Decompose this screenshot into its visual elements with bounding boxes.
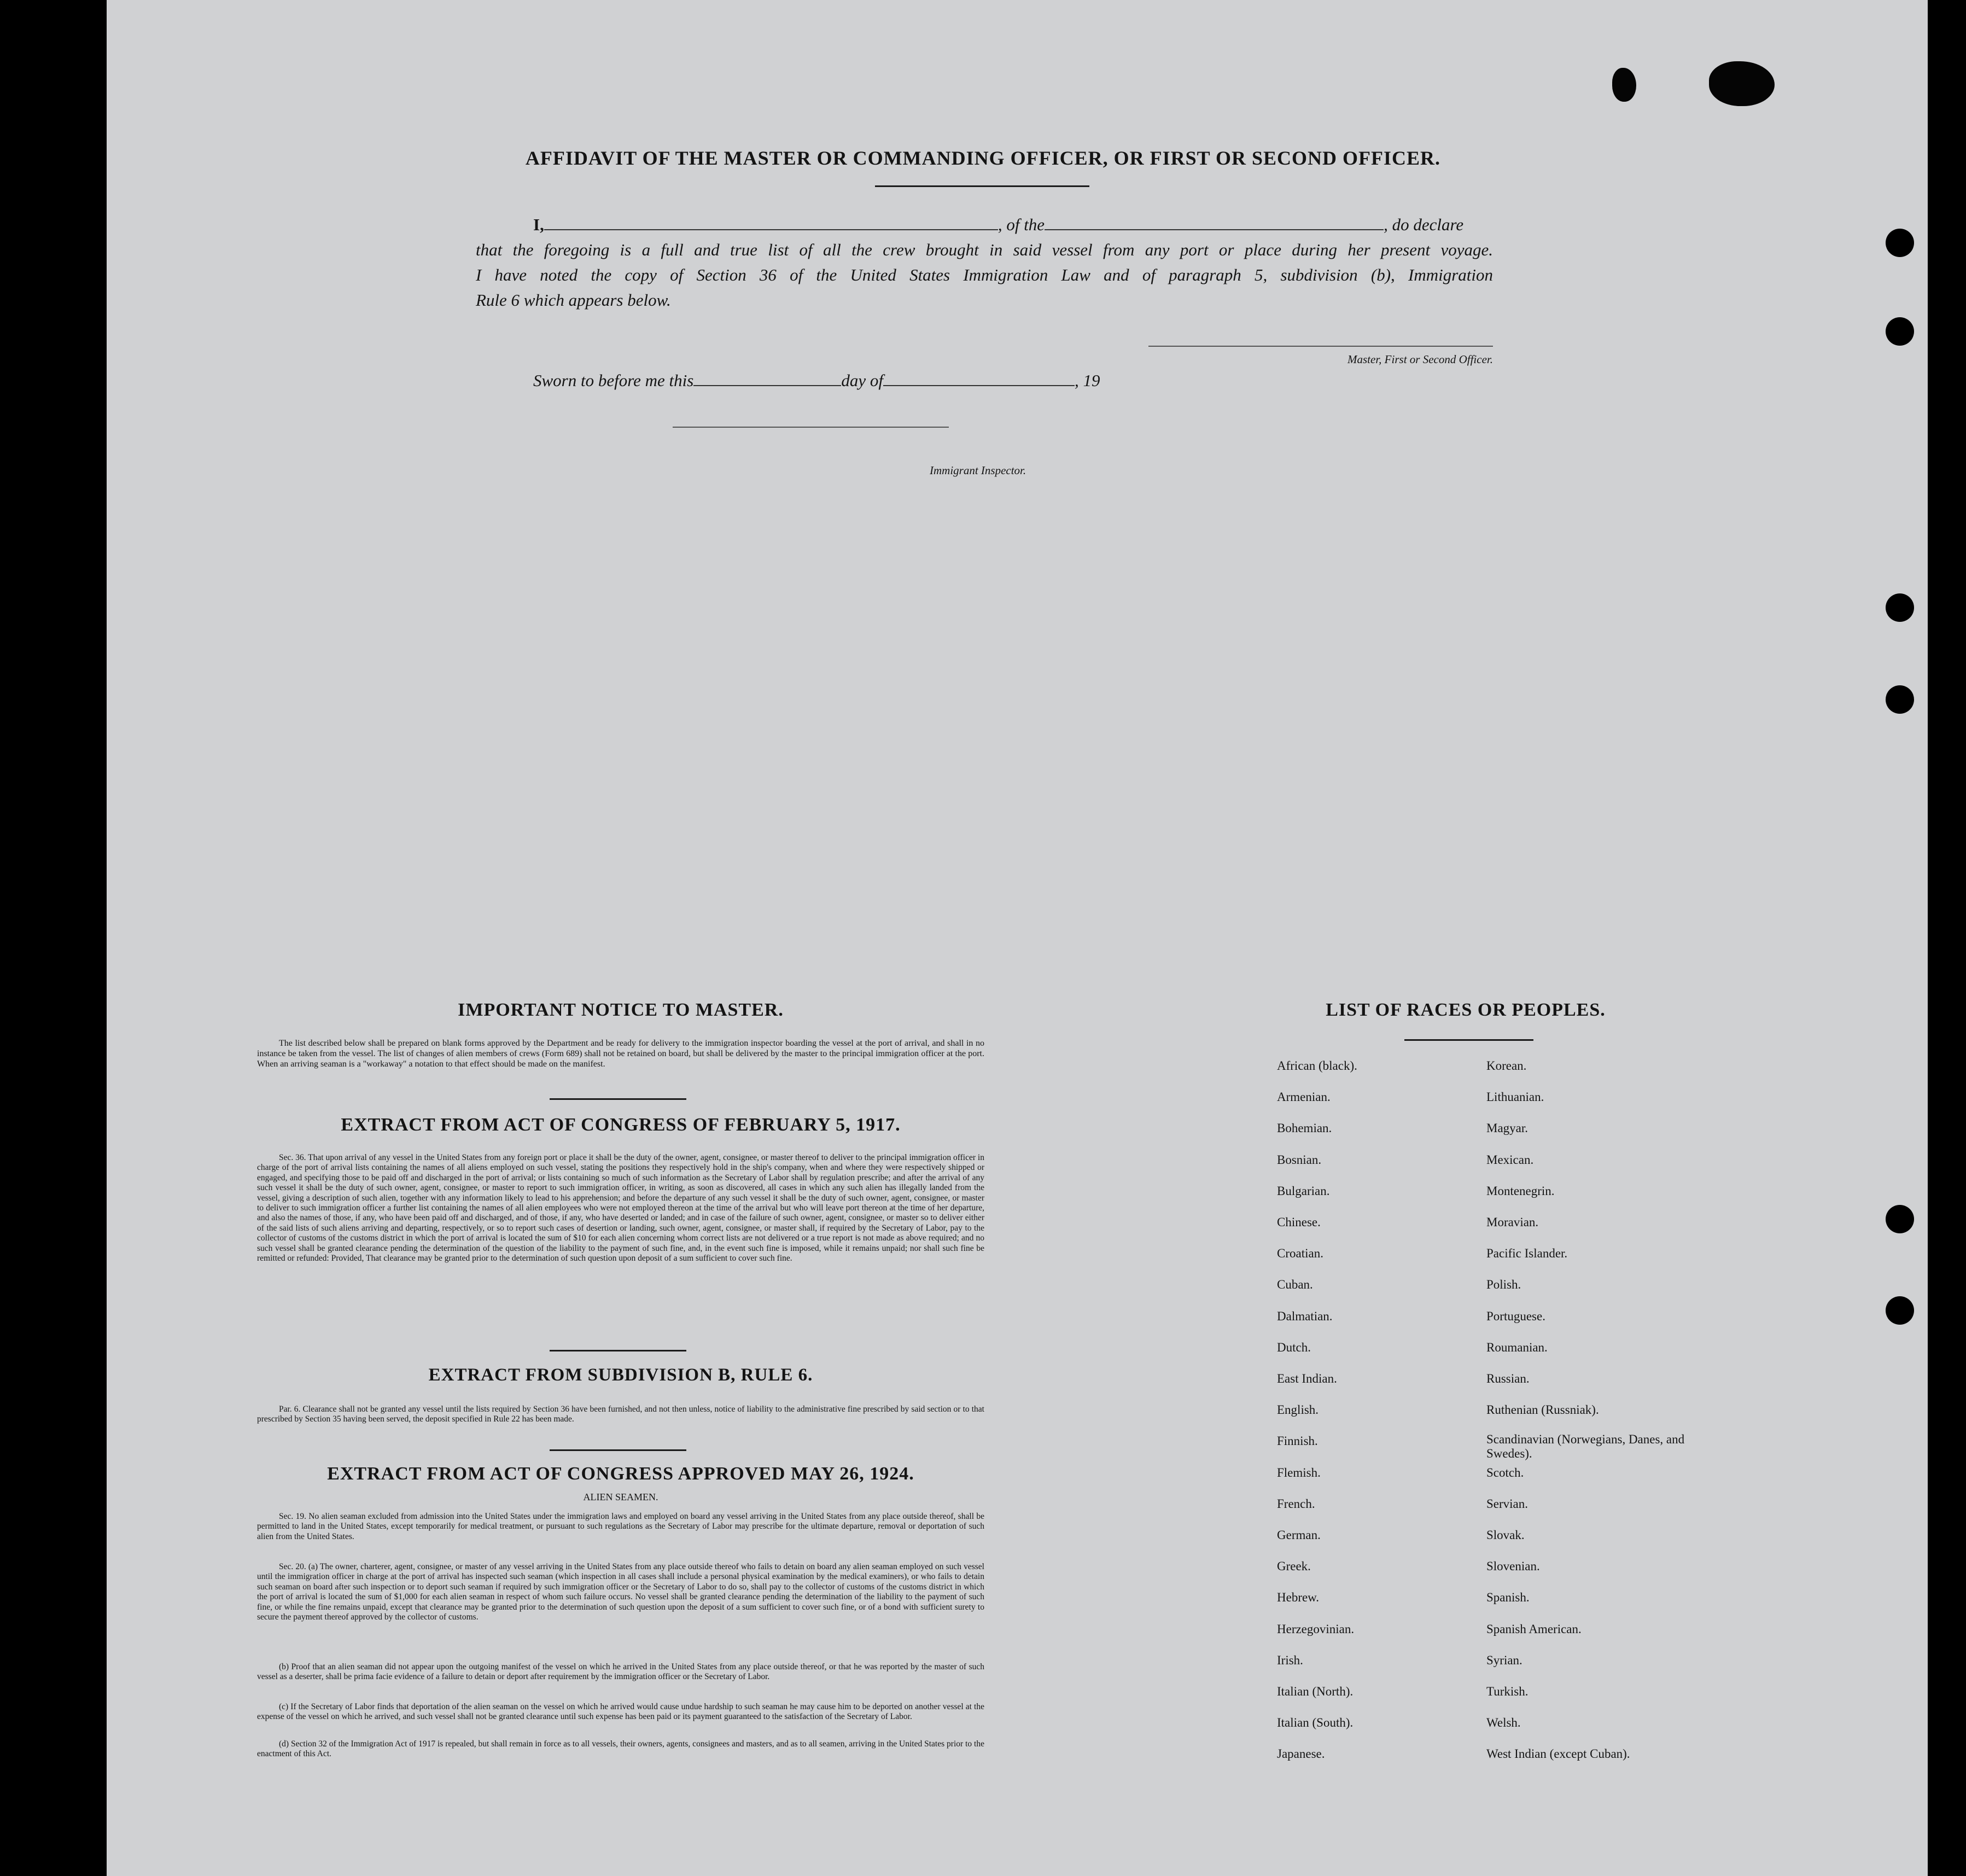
race-item: Herzegovinian. bbox=[1277, 1622, 1355, 1636]
section-rule bbox=[550, 1449, 686, 1451]
race-item: Slovenian. bbox=[1486, 1559, 1540, 1574]
section-rule bbox=[550, 1098, 686, 1100]
declaration-text-3: I have noted the copy of Section 36 of the United States Immigration Law and of paragraph 5, subdivision (b), Immigration bbox=[476, 265, 1493, 284]
race-item: Spanish American. bbox=[1486, 1622, 1582, 1636]
declaration-end: , do declare bbox=[1384, 215, 1464, 234]
race-item: Moravian. bbox=[1486, 1215, 1539, 1229]
extract-1917-text: Sec. 36. That upon arrival of any vessel in the United States from any foreign port or place it shall be the duty of the owner, agent, consignee, or master thereof to deliver to the principal immigration officer in charge of the port of arrival lists containing the names of all aliens employed on such vessel, stating the positions they respectively hold in the ship's company, when and where they were respectively shipped or engaged, and specifying those to be paid off and discharged in the port of arrival; or lists containing so much of such information as the Secretary of Labor shall by regulation prescribe; and after the arrival of any such vessel it shall be the duty of such owner, agent, consignee, or master to report to such immigration officer, in writing, as soon as discovered, all cases in which any such alien has illegally landed from the vessel, giving a description of such alien, together with any information likely to lead to his apprehension; and before the departure of any such vessel it shall be the duty of such owner, agent, consignee, or master to deliver to such immigration officer a further list containing the names of all alien employees who were not employed thereon at the time of the arrival but who will leave port thereon at the time of her departure, and also the names of those, if any, who have been paid off and discharged, and of those, if any, who have deserted or landed; and in case of the failure of such owner, agent, consignee, or master so to deliver either of the said lists of such aliens arriving and departing, respectively, or so to report such cases of desertion or landing, such owner, agent, consignee, or master shall, if required by the Secretary of Labor, pay to the collector of customs of the customs district in which the port of arrival is located the sum of $10 for each alien concerning whom correct lists are not delivered or a true report is not made as above required; and no such vessel shall be granted clearance pending the determination of the question of the liability to the payment of such fine, and, in the event such fine is imposed, while it remains unpaid; nor shall such fine be remitted or refunded: Provided, That clearance may be granted prior to the determination of such question upon deposit of a sum sufficient to cover such fine. bbox=[257, 1153, 984, 1263]
sec-19-text: Sec. 19. No alien seaman excluded from admission into the United States under the immigration laws and employed on board any vessel arriving in the United States from any place outside thereof, shall be permitted to land in the United States, except temporarily for medical treatment, or pursuant to such regulations as the Secretary of Labor may prescribe for the ultimate departure, removal or deportation of such alien from the United States. bbox=[257, 1512, 984, 1541]
extract-rule6-title: EXTRACT FROM SUBDIVISION B, RULE 6. bbox=[428, 1365, 813, 1385]
race-item: Magyar. bbox=[1486, 1121, 1529, 1135]
race-item: Montenegrin. bbox=[1486, 1184, 1555, 1198]
race-item: English. bbox=[1277, 1403, 1319, 1417]
section-rule bbox=[550, 1350, 686, 1351]
race-item: Irish. bbox=[1277, 1653, 1303, 1667]
inspector-signature-line[interactable] bbox=[673, 427, 949, 428]
race-item: East Indian. bbox=[1277, 1372, 1337, 1385]
declaration-i: I, bbox=[533, 215, 544, 234]
race-item: Dalmatian. bbox=[1277, 1309, 1333, 1323]
officer-name-field[interactable] bbox=[544, 216, 998, 230]
ink-blot-mark bbox=[1612, 68, 1636, 102]
declaration-text-2: that the foregoing is a full and true list of all the crew brought in said vessel from any port or place during her present voyage. bbox=[476, 240, 1493, 259]
race-item: Finnish. bbox=[1277, 1434, 1318, 1448]
race-item: African (black). bbox=[1277, 1059, 1357, 1073]
race-item: Bohemian. bbox=[1277, 1121, 1332, 1135]
race-item: German. bbox=[1277, 1528, 1321, 1542]
sworn-day-field[interactable] bbox=[693, 372, 841, 386]
race-item: Italian (South). bbox=[1277, 1716, 1354, 1730]
race-item: Pacific Islander. bbox=[1486, 1246, 1568, 1261]
race-item: Bosnian. bbox=[1277, 1152, 1322, 1167]
binder-hole bbox=[1886, 1205, 1914, 1233]
race-item: Hebrew. bbox=[1277, 1590, 1320, 1605]
signature-line[interactable] bbox=[1148, 346, 1493, 347]
race-item: Italian (North). bbox=[1277, 1685, 1354, 1698]
scan-border-left bbox=[0, 0, 107, 1876]
sec-20b-text: (b) Proof that an alien seaman did not appear upon the outgoing manifest of the vessel on which he arrived in the United States from any place outside thereof, or that he was reported by the master of such vessel as a deserter, shall be prima facie evidence of a failure to detain or deport after requirement by the immigration officer or the Secretary of Labor. bbox=[257, 1662, 984, 1682]
binder-hole bbox=[1886, 317, 1914, 346]
extract-1917-title: EXTRACT FROM ACT OF CONGRESS OF FEBRUARY 5, 1917. bbox=[341, 1115, 901, 1135]
sec-20d-text: (d) Section 32 of the Immigration Act of 1917 is repealed, but shall remain in force as to all vessels, their owners, agents, consignees and masters, and as to all seamen, arriving in the United States prior to the enactment of this Act. bbox=[257, 1739, 984, 1759]
vessel-name-field[interactable] bbox=[1045, 216, 1384, 230]
race-item: Roumanian. bbox=[1486, 1340, 1548, 1354]
race-item: Ruthenian (Russniak). bbox=[1486, 1403, 1599, 1417]
notice-text: The list described below shall be prepared on blank forms approved by the Department and be ready for delivery to the immigration inspector boarding the vessel at the port of arrival, and shall in no instance be taken from the vessel. The list of changes of alien members of crews (Form 689) shall not be retained on board, but shall be delivered by the master to the principal immigration officer at the port. When an arriving seaman is a "workaway" a notation to that effect should be made on the manifest. bbox=[257, 1039, 984, 1069]
race-item: Chinese. bbox=[1277, 1215, 1321, 1229]
races-title-rule bbox=[1404, 1039, 1533, 1041]
binder-hole bbox=[1886, 593, 1914, 622]
declaration-of-the: , of the bbox=[997, 215, 1045, 234]
race-item: French. bbox=[1277, 1496, 1315, 1511]
race-item: Dutch. bbox=[1277, 1340, 1311, 1354]
race-item: Bulgarian. bbox=[1277, 1184, 1330, 1198]
binder-hole bbox=[1886, 685, 1914, 714]
race-item: Mexican. bbox=[1486, 1152, 1534, 1167]
sworn-line bbox=[533, 371, 1100, 391]
race-item: Welsh. bbox=[1486, 1716, 1521, 1730]
race-item: Spanish. bbox=[1486, 1590, 1530, 1605]
race-item: Japanese. bbox=[1277, 1747, 1325, 1761]
inspector-label: Immigrant Inspector. bbox=[930, 464, 1026, 477]
extract-1924-title: EXTRACT FROM ACT OF CONGRESS APPROVED MAY 26, 1924. bbox=[327, 1464, 914, 1484]
race-item: Slovak. bbox=[1486, 1528, 1525, 1542]
title-rule bbox=[875, 185, 1089, 187]
sworn-text: Sworn to before me this bbox=[533, 371, 694, 390]
race-item: Russian. bbox=[1486, 1372, 1530, 1385]
ink-blot-mark bbox=[1709, 61, 1775, 106]
race-item: Armenian. bbox=[1277, 1090, 1331, 1104]
binder-hole bbox=[1886, 1296, 1914, 1325]
binder-hole bbox=[1886, 229, 1914, 257]
race-item: West Indian (except Cuban). bbox=[1486, 1747, 1630, 1761]
race-item: Scandinavian (Norwegians, Danes, and Swedes). bbox=[1486, 1432, 1685, 1461]
race-item: Flemish. bbox=[1277, 1465, 1321, 1479]
notice-title: IMPORTANT NOTICE TO MASTER. bbox=[458, 1000, 784, 1020]
sworn-year: , 19 bbox=[1074, 371, 1100, 390]
sec-20c-text: (c) If the Secretary of Labor finds that deportation of the alien seaman on the vessel on which he arrived would cause undue hardship to such seaman he may cause him to be deported on another vessel at the expense of the vessel on which he arrived, and such vessel shall not be granted clearance until such expense has been paid or its payment guaranteed to the satisfaction of the Secretary of Labor. bbox=[257, 1702, 984, 1722]
race-item: Scotch. bbox=[1486, 1465, 1524, 1479]
scan-border-right bbox=[1928, 0, 1966, 1876]
race-item: Greek. bbox=[1277, 1559, 1311, 1574]
race-item: Lithuanian. bbox=[1486, 1090, 1544, 1104]
race-item: Portuguese. bbox=[1486, 1309, 1545, 1323]
sworn-day-of: day of bbox=[841, 371, 883, 390]
affidavit-title: AFFIDAVIT OF THE MASTER OR COMMANDING OFFICER, OR FIRST OR SECOND OFFICER. bbox=[525, 147, 1441, 169]
race-item: Turkish. bbox=[1486, 1685, 1529, 1698]
extract-rule6-text: Par. 6. Clearance shall not be granted any vessel until the lists required by Section 36 have been furnished, and not then unless, notice of liability to the administrative fine prescribed by said section or to that prescribed by Section 35 having been served, the deposit specified in Rule 22 has been made. bbox=[257, 1405, 984, 1424]
sworn-month-field[interactable] bbox=[883, 372, 1075, 386]
sec-20a-text: Sec. 20. (a) The owner, charterer, agent, consignee, or master of any vessel arriving in the United States from any place outside thereof who fails to detain on board any alien seaman employed on such vessel until the immigration officer in charge at the port of arrival has inspected such seaman (which inspection in all cases shall include a personal physical examination by the medical examiners), or who fails to detain such seaman on board after such inspection or to deport such seaman if required by such immigration officer or the Secretary of Labor to do so, shall pay to the collector of customs of the customs district in which the port of arrival is located the sum of $1,000 for each alien seaman in respect of whom such failure occurs. No vessel shall be granted clearance pending the determination of the liability to the payment of such fine, or while the fine remains unpaid, except that clearance may be granted prior to the determination of such question upon the deposit of a sum sufficient to cover such fine, or of a bond with sufficient surety to secure the payment thereof approved by the collector of customs. bbox=[257, 1562, 984, 1622]
race-item: Cuban. bbox=[1277, 1278, 1313, 1292]
race-item: Croatian. bbox=[1277, 1246, 1323, 1261]
declaration-text-4: Rule 6 which appears below. bbox=[476, 290, 671, 310]
race-item: Korean. bbox=[1486, 1059, 1527, 1073]
race-item: Syrian. bbox=[1486, 1653, 1522, 1667]
extract-1924-subtitle: ALIEN SEAMEN. bbox=[583, 1492, 658, 1502]
declaration-line bbox=[476, 215, 1493, 235]
race-item: Polish. bbox=[1486, 1278, 1521, 1292]
race-item: Servian. bbox=[1486, 1496, 1529, 1511]
signature-label: Master, First or Second Officer. bbox=[1347, 353, 1493, 366]
races-title: LIST OF RACES OR PEOPLES. bbox=[1326, 1000, 1606, 1020]
